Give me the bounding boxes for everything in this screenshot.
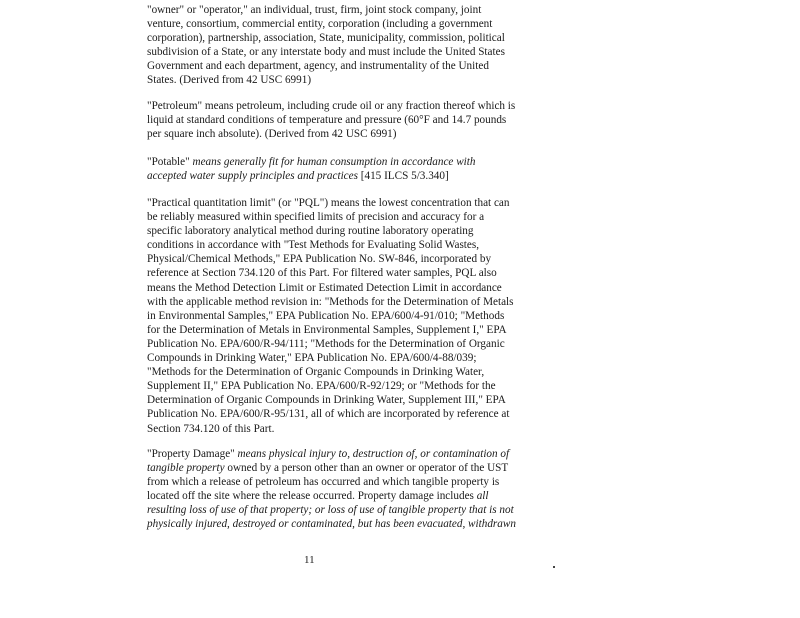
text-segment: Section 734.120 of this Part. (147, 422, 275, 435)
text-line (147, 99, 547, 113)
text-segment: for the Determination of Metals in Environmental Samples, Supplement I," EPA (147, 323, 507, 336)
text-segment: reference at Section 734.120 of this Part. For filtered water samples, PQL also (147, 267, 497, 280)
text-line (147, 379, 547, 393)
text-line (147, 169, 547, 183)
page-number: 11 (304, 554, 315, 566)
text-segment: "Property Damage" (147, 448, 238, 460)
text-segment: "Petroleum" means petroleum, including crude oil or any fraction thereof which is (147, 100, 516, 112)
text-line (147, 323, 547, 337)
text-line (147, 210, 547, 224)
italic-text-segment: resulting loss of use of that property; or loss of use of tangible property that is not (147, 504, 514, 517)
text-line (147, 475, 547, 489)
text-line (147, 73, 547, 87)
text-line (147, 489, 547, 503)
italic-text-segment: physically injured, destroyed or contaminated, but has been evacuated, withdrawn (147, 518, 516, 531)
text-segment: be reliably measured within specified limits of precision and accuracy for a (147, 211, 485, 224)
text-segment: corporation), partnership, association, State, municipality, commission, political (147, 32, 505, 45)
text-segment: "owner" or "operator," an individual, trust, firm, joint stock company, joint (147, 4, 482, 16)
text-line (147, 422, 547, 436)
text-segment: subdivision of a State, or any interstate body and must include the United States (147, 46, 505, 59)
text-line (147, 17, 547, 31)
text-segment: Publication No. EPA/600/R-94/111; "Methods for the Determination of Organic (147, 337, 505, 350)
italic-text-segment: tangible property (147, 462, 225, 475)
text-segment: [415 ILCS 5/3.340] (357, 170, 449, 183)
text-segment: "Methods for the Determination of Organic Compounds in Drinking Water, (147, 366, 485, 379)
text-line (147, 155, 547, 169)
text-segment: with the applicable method revision in: "Methods for the Determination of Metals (147, 295, 514, 308)
definition-practical-quantitation-limit-paragraph (147, 196, 547, 436)
italic-text-segment: means physical injury to, destruction of, or contamination of (237, 448, 510, 460)
text-line (147, 281, 547, 295)
text-segment: in Environmental Samples," EPA Publication No. EPA/600/4-91/010; "Methods (147, 309, 505, 322)
text-segment: conditions in accordance with "Test Methods for Evaluating Solid Wastes, (147, 239, 480, 252)
text-segment: Determination of Organic Compounds in Drinking Water, Supplement III," EPA (147, 394, 506, 407)
text-segment: per square inch absolute). (Derived from 42 USC 6991) (147, 128, 397, 141)
text-segment: Publication No. EPA/600/R-95/131, all of which are incorporated by reference at (147, 408, 510, 421)
text-segment: Government and each department, agency, and instrumentality of the United (147, 60, 489, 73)
text-segment: owned by a person other than an owner or operator of the UST (224, 462, 509, 475)
italic-text-segment: means generally fit for human consumption in accordance with (192, 156, 476, 168)
text-line (147, 127, 547, 141)
text-line (147, 517, 547, 531)
scan-speck (553, 566, 555, 568)
text-segment: Supplement II," EPA Publication No. EPA/600/R-92/129; or "Methods for the (147, 380, 496, 393)
text-line (147, 45, 547, 59)
text-line (147, 365, 547, 379)
text-line (147, 503, 547, 517)
text-segment: Compounds in Drinking Water," EPA Publication No. EPA/600/4-88/039; (147, 352, 477, 365)
text-segment: States. (Derived from 42 USC 6991) (147, 74, 312, 87)
text-line (147, 407, 547, 421)
text-line (147, 266, 547, 280)
text-line (147, 252, 547, 266)
text-line (147, 393, 547, 407)
text-line (147, 447, 547, 461)
text-line (147, 59, 547, 73)
text-segment: means the Method Detection Limit or Estimated Detection Limit in accordance (147, 281, 502, 294)
italic-text-segment: all (476, 490, 489, 503)
definition-property-damage-paragraph (147, 447, 547, 532)
text-line (147, 295, 547, 309)
text-segment: Physical/Chemical Methods," EPA Publication No. SW-846, incorporated by (147, 253, 492, 266)
text-line (147, 351, 547, 365)
text-segment: venture, consortium, commercial entity, corporation (including a government (147, 18, 493, 31)
text-line (147, 196, 547, 210)
text-segment: "Practical quantitation limit" (or "PQL") means the lowest concentration that can (147, 197, 510, 209)
text-segment: liquid at standard conditions of temperature and pressure (60°F and 14.7 pounds (147, 114, 507, 127)
text-line (147, 224, 547, 238)
text-segment: specific laboratory analytical method during routine laboratory operating (147, 225, 474, 238)
text-segment: from which a release of petroleum has occurred and which tangible property is (147, 476, 500, 489)
text-segment: "Potable" (147, 156, 193, 168)
definition-owner-operator-paragraph (147, 3, 547, 88)
definition-potable-paragraph (147, 155, 547, 183)
italic-text-segment: accepted water supply principles and practices (147, 170, 358, 183)
text-line (147, 461, 547, 475)
text-line (147, 337, 547, 351)
text-line (147, 238, 547, 252)
text-segment: located off the site where the release occurred. Property damage includes (147, 490, 477, 503)
text-line (147, 31, 547, 45)
text-line (147, 113, 547, 127)
text-line (147, 309, 547, 323)
text-line (147, 3, 547, 17)
definition-petroleum-paragraph (147, 99, 547, 141)
